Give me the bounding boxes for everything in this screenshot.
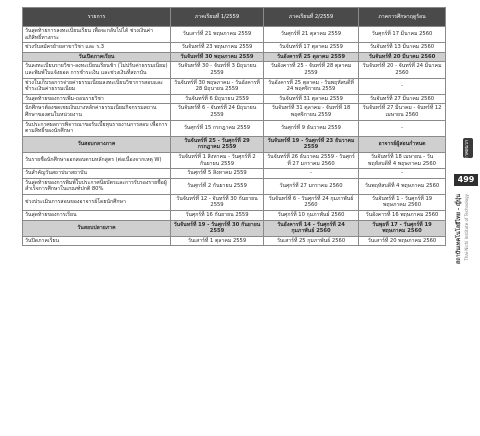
cell-summer: วันเสาร์ที่ 20 พฤษภาคม 2560 <box>359 236 446 246</box>
cell-summer: - <box>359 78 446 94</box>
cell-term1: วันจันทร์ที่ 30 - จันทร์ที่ 3 มิถุนายน 2559 <box>171 62 264 78</box>
table-row <box>23 27 446 43</box>
cell-summer: วันจันทร์ที่ 27 มีนาคม 2560 <box>359 94 446 104</box>
cell-term2: วันศุกร์ที่ 10 กุมภาพันธ์ 2560 <box>264 211 359 221</box>
cell-summer: วันจันทร์ที่ 20 - จันทร์ที่ 24 มีนาคม 2560 <box>359 62 446 78</box>
cell-term1: วันจันทร์ที่ 30 พฤษภาคม - วันอังคารที่ 28 มิถุนายน 2559 <box>171 78 264 94</box>
cell-item: นักศึกษาต้องชดเชยเงินบางหลักค่าธรรมเนียมกิจกรรมสถานศึกษาของตนในหน่วยงาน <box>23 104 171 120</box>
table-row <box>23 236 446 246</box>
cell-summer: - <box>359 120 446 136</box>
cell-term2: วันศุกร์ที่ 27 มกราคม 2560 <box>264 178 359 194</box>
cell-summer: วันพุธที่ 17 - วันศุกร์ที่ 19 พฤษภาคม 2560 <box>359 220 446 236</box>
cell-item: ช่วงประเมินการสอนของอาจารย์โดยนักศึกษา <box>23 194 171 210</box>
cell-term1: วันศุกร์ที่ 15 กรกฎาคม 2559 <box>171 120 264 136</box>
table-row <box>23 78 446 94</box>
cell-term2: วันจันทร์ที่ 26 ธันวาคม 2559 - วันศุกร์ที่ 27 มกราคม 2560 <box>264 152 359 168</box>
cell-item: วันสำคัญวันสถาปนาสถาบัน <box>23 169 171 179</box>
table-row <box>23 62 446 78</box>
cell-term1: วันจันทร์ที่ 6 มิถุนายน 2559 <box>171 94 264 104</box>
cell-term2: วันอังคารที่ 25 ตุลาคม - วันพฤหัสบดีที่ 24 พฤศจิกายน 2559 <box>264 78 359 94</box>
table-row <box>23 211 446 221</box>
institute-name-en: Thai-Nichi Institute of Technology <box>464 194 469 261</box>
cell-term2: วันอังคารที่ 14 - วันศุกร์ที่ 24 กุมภาพันธ์ 2560 <box>264 220 359 236</box>
cell-item: วันสอบปลายภาค <box>23 220 171 236</box>
cell-term1: วันจันทร์ที่ 12 - จันทร์ที่ 30 กันยายน 2559 <box>171 194 264 210</box>
cell-summer: - <box>359 169 446 179</box>
cell-term1: วันจันทร์ที่ 25 - วันศุกร์ที่ 29 กรกฎาคม 2559 <box>171 136 264 152</box>
cell-term2: วันอังคารที่ 25 - จันทร์ที่ 28 ตุลาคม 2559 <box>264 62 359 78</box>
section-row <box>23 220 446 236</box>
cell-item: วันสุดท้ายการลงทะเบียนเรียน เพื่อจะกลับไปได้ ช่วงเงินค่าอภิสิทธิ์ทางกระ <box>23 27 171 43</box>
section-tab-label: ภาคผนวก <box>465 140 470 160</box>
side-tab <box>452 118 480 408</box>
table-row <box>23 169 446 179</box>
cell-summer: วันอังคารที่ 16 พฤษภาคม 2560 <box>359 211 446 221</box>
table-row <box>23 178 446 194</box>
table-row <box>23 120 446 136</box>
cell-item: วันรายชื่อนักศึกษาออกสอบตามหลักสูตร (ต่อเนื่องจากเหตุ W) <box>23 152 171 168</box>
cell-item: วันสุดท้ายของการเรียน <box>23 211 171 221</box>
cell-summer: อาจารย์ผู้สอนกำหนด <box>359 136 446 152</box>
section-row <box>23 52 446 62</box>
cell-summer: วันจันทร์ที่ 20 มีนาคม 2560 <box>359 52 446 62</box>
cell-term1: วันจันทร์ที่ 6 - จันทร์ที่ 24 มิถุนายน 2559 <box>171 104 264 120</box>
cell-term2: วันจันทร์ที่ 31 ตุลาคม - จันทร์ที่ 18 พฤศจิกายน 2559 <box>264 104 359 120</box>
cell-term1: วันจันทร์ที่ 19 - วันศุกร์ที่ 30 กันยายน 2559 <box>171 220 264 236</box>
header-item: รายการ <box>23 8 171 27</box>
cell-item: ช่วงในเก็บรอการจ่ายค่าธรรมเนียมลงทะเบียนวิชาการสอบและชำระเงินค่าธรรมเนียม <box>23 78 171 94</box>
cell-item: ช่วงรับสมัครย้ายสาขาวิชา และ ร.3 <box>23 43 171 53</box>
academic-calendar-table <box>22 7 446 246</box>
cell-term2: วันจันทร์ที่ 31 ตุลาคม 2559 <box>264 94 359 104</box>
cell-term1: วันศุกร์ที่ 2 กันยายน 2559 <box>171 178 264 194</box>
cell-item: วันสอบกลางภาค <box>23 136 171 152</box>
cell-item: วันลงทะเบียนรายวิชา-ลงทะเบียนเรียนช้า (ไม่ปรับค่าธรรมเนียม) และพิมพ์ใบแจ้งยอด การชำระเงิน และช่วงเงินที่สถาบัน <box>23 62 171 78</box>
cell-item: วันประกาศผลการพิจารณาขอรับเบี้ยทุนรายงานการสอบ เพื่อการตามสิทธิ์ของนักศึกษา <box>23 120 171 136</box>
cell-term2: วันเสาร์ที่ 25 กุมภาพันธ์ 2560 <box>264 236 359 246</box>
header-term1: ภาคเรียนที่ 1/2559 <box>171 8 264 27</box>
cell-term2: วันจันทร์ที่ 6 - วันศุกร์ที่ 24 กุมภาพันธ์ 2560 <box>264 194 359 210</box>
table-row <box>23 104 446 120</box>
table-header-row <box>23 8 446 27</box>
cell-term1: วันเสาร์ที่ 21 พฤษภาคม 2559 <box>171 27 264 43</box>
cell-item: วันสุดท้ายของการพิมพ์ใบประกาศนียบัตรและการรับรองรายชื่อผู้สำเร็จการศึกษาในเกณฑ์ปกติ 80% <box>23 178 171 194</box>
cell-term1: วันจันทร์ที่ 30 พฤษภาคม 2559 <box>171 52 264 62</box>
header-summer: ภาคการศึกษาฤดูร้อน <box>359 8 446 27</box>
page-number: 499 <box>454 174 478 186</box>
table-row <box>23 194 446 210</box>
cell-term1: วันศุกร์ที่ 5 สิงหาคม 2559 <box>171 169 264 179</box>
cell-term1: วันจันทร์ที่ 23 พฤษภาคม 2559 <box>171 43 264 53</box>
cell-summer: วันจันทร์ที่ 27 มีนาคม - จันทร์ที่ 12 เมษายน 2560 <box>359 104 446 120</box>
table-row <box>23 94 446 104</box>
cell-summer: วันจันทร์ที่ 18 เมษายน - วันพฤหัสบดีที่ 4 พฤษภาคม 2560 <box>359 152 446 168</box>
cell-summer: วันศุกร์ที่ 17 มีนาคม 2560 <box>359 27 446 43</box>
cell-term1: วันเสาร์ที่ 1 ตุลาคม 2559 <box>171 236 264 246</box>
institute-name: สถาบันเทคโนโลยีไทย - ญี่ปุ่น <box>456 194 462 265</box>
cell-summer: วันจันทร์ที่ 1 - วันศุกร์ที่ 19 พฤษภาคม 2560 <box>359 194 446 210</box>
cell-term2: วันจันทร์ที่ 19 - วันศุกร์ที่ 23 ธันวาคม 2559 <box>264 136 359 152</box>
section-row <box>23 136 446 152</box>
cell-term2: วันศุกร์ที่ 21 ตุลาคม 2559 <box>264 27 359 43</box>
cell-term2: วันศุกร์ที่ 9 ธันวาคม 2559 <box>264 120 359 136</box>
cell-term2: วันจันทร์ที่ 17 ตุลาคม 2559 <box>264 43 359 53</box>
cell-item: วันสุดท้ายของการเพิ่ม-ถอนรายวิชา <box>23 94 171 104</box>
table-row <box>23 152 446 168</box>
header-term2: ภาคเรียนที่ 2/2559 <box>264 8 359 27</box>
cell-item: วันปิดภาคเรียน <box>23 236 171 246</box>
table-body <box>23 27 446 246</box>
cell-summer: วันพฤหัสบดีที่ 4 พฤษภาคม 2560 <box>359 178 446 194</box>
table-row <box>23 43 446 53</box>
cell-term1: วันจันทร์ที่ 1 สิงหาคม - วันศุกร์ที่ 2 กันยายน 2559 <box>171 152 264 168</box>
cell-term2: วันอังคารที่ 25 ตุลาคม 2559 <box>264 52 359 62</box>
cell-term2: - <box>264 169 359 179</box>
cell-item: วันเปิดภาคเรียน <box>23 52 171 62</box>
cell-term1: วันศุกร์ที่ 16 กันยายน 2559 <box>171 211 264 221</box>
cell-summer: วันจันทร์ที่ 13 มีนาคม 2560 <box>359 43 446 53</box>
